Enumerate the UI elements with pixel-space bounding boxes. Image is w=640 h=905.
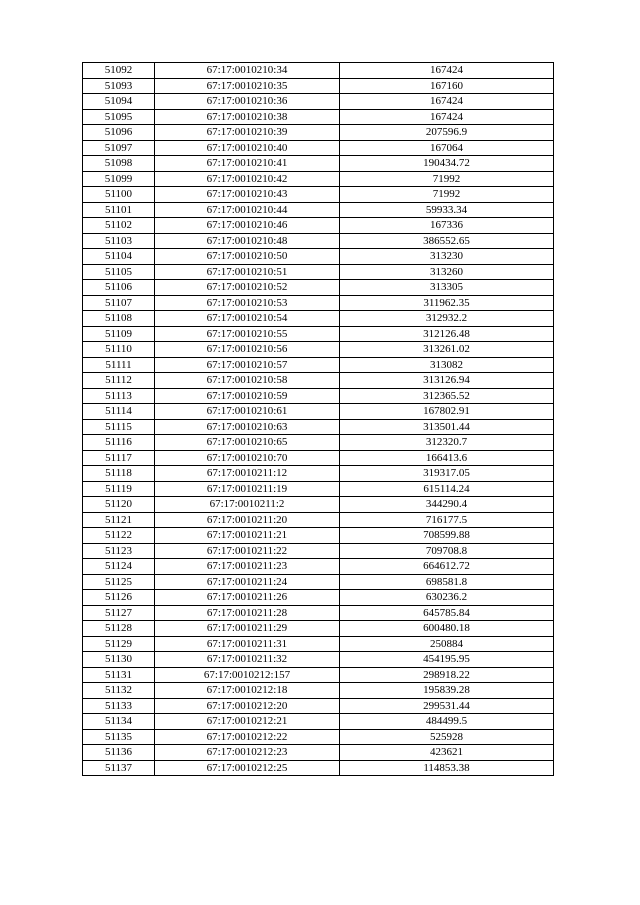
row-number-cell: 51098: [83, 156, 155, 172]
table-row: [83, 528, 554, 544]
table-row: [83, 109, 554, 125]
value-cell: 600480.18: [340, 621, 554, 637]
value-cell: 114853.38: [340, 760, 554, 776]
row-number-cell: 51137: [83, 760, 155, 776]
table-row: [83, 574, 554, 590]
value-cell: 716177.5: [340, 512, 554, 528]
value-cell: 645785.84: [340, 605, 554, 621]
cadastral-number-cell: 67:17:0010210:48: [155, 233, 340, 249]
table-row: [83, 357, 554, 373]
value-cell: 313126.94: [340, 373, 554, 389]
table-row: [83, 78, 554, 94]
value-cell: 166413.6: [340, 450, 554, 466]
table-row: [83, 140, 554, 156]
row-number-cell: 51107: [83, 295, 155, 311]
table-row: [83, 404, 554, 420]
cadastral-number-cell: 67:17:0010212:25: [155, 760, 340, 776]
table-row: [83, 745, 554, 761]
value-cell: 709708.8: [340, 543, 554, 559]
records-table: [82, 62, 554, 776]
cadastral-number-cell: 67:17:0010210:38: [155, 109, 340, 125]
row-number-cell: 51108: [83, 311, 155, 327]
value-cell: 615114.24: [340, 481, 554, 497]
row-number-cell: 51133: [83, 698, 155, 714]
cadastral-number-cell: 67:17:0010211:21: [155, 528, 340, 544]
value-cell: 298918.22: [340, 667, 554, 683]
cadastral-number-cell: 67:17:0010210:57: [155, 357, 340, 373]
cadastral-number-cell: 67:17:0010210:46: [155, 218, 340, 234]
row-number-cell: 51128: [83, 621, 155, 637]
value-cell: 313261.02: [340, 342, 554, 358]
row-number-cell: 51110: [83, 342, 155, 358]
cadastral-number-cell: 67:17:0010210:40: [155, 140, 340, 156]
value-cell: 167336: [340, 218, 554, 234]
cadastral-number-cell: 67:17:0010211:24: [155, 574, 340, 590]
cadastral-number-cell: 67:17:0010212:18: [155, 683, 340, 699]
value-cell: 386552.65: [340, 233, 554, 249]
row-number-cell: 51113: [83, 388, 155, 404]
row-number-cell: 51112: [83, 373, 155, 389]
table-row: [83, 497, 554, 513]
cadastral-number-cell: 67:17:0010210:59: [155, 388, 340, 404]
cadastral-number-cell: 67:17:0010210:42: [155, 171, 340, 187]
value-cell: 319317.05: [340, 466, 554, 482]
table-row: [83, 419, 554, 435]
value-cell: 423621: [340, 745, 554, 761]
row-number-cell: 51100: [83, 187, 155, 203]
cadastral-number-cell: 67:17:0010210:56: [155, 342, 340, 358]
row-number-cell: 51123: [83, 543, 155, 559]
table-row: [83, 729, 554, 745]
table-row: [83, 171, 554, 187]
row-number-cell: 51116: [83, 435, 155, 451]
table-row: [83, 342, 554, 358]
row-number-cell: 51096: [83, 125, 155, 141]
cadastral-number-cell: 67:17:0010210:58: [155, 373, 340, 389]
table-row: [83, 249, 554, 265]
cadastral-number-cell: 67:17:0010210:63: [155, 419, 340, 435]
table-row: [83, 559, 554, 575]
row-number-cell: 51104: [83, 249, 155, 265]
table-row: [83, 187, 554, 203]
row-number-cell: 51130: [83, 652, 155, 668]
cadastral-number-cell: 67:17:0010210:65: [155, 435, 340, 451]
table-row: [83, 264, 554, 280]
row-number-cell: 51127: [83, 605, 155, 621]
table-row: [83, 156, 554, 172]
table-row: [83, 714, 554, 730]
cadastral-number-cell: 67:17:0010210:41: [155, 156, 340, 172]
row-number-cell: 51097: [83, 140, 155, 156]
cadastral-number-cell: 67:17:0010211:28: [155, 605, 340, 621]
value-cell: 313082: [340, 357, 554, 373]
cadastral-number-cell: 67:17:0010211:32: [155, 652, 340, 668]
value-cell: 454195.95: [340, 652, 554, 668]
row-number-cell: 51102: [83, 218, 155, 234]
cadastral-number-cell: 67:17:0010210:44: [155, 202, 340, 218]
row-number-cell: 51119: [83, 481, 155, 497]
table-row: [83, 667, 554, 683]
row-number-cell: 51106: [83, 280, 155, 296]
table-row: [83, 233, 554, 249]
cadastral-number-cell: 67:17:0010210:55: [155, 326, 340, 342]
row-number-cell: 51115: [83, 419, 155, 435]
cadastral-number-cell: 67:17:0010210:50: [155, 249, 340, 265]
table-row: [83, 760, 554, 776]
row-number-cell: 51136: [83, 745, 155, 761]
row-number-cell: 51118: [83, 466, 155, 482]
value-cell: 311962.35: [340, 295, 554, 311]
table-row: [83, 636, 554, 652]
table-row: [83, 621, 554, 637]
cadastral-number-cell: 67:17:0010211:29: [155, 621, 340, 637]
row-number-cell: 51094: [83, 94, 155, 110]
value-cell: 195839.28: [340, 683, 554, 699]
cadastral-number-cell: 67:17:0010210:43: [155, 187, 340, 203]
row-number-cell: 51124: [83, 559, 155, 575]
cadastral-number-cell: 67:17:0010211:31: [155, 636, 340, 652]
table-row: [83, 512, 554, 528]
table-row: [83, 435, 554, 451]
cadastral-number-cell: 67:17:0010211:20: [155, 512, 340, 528]
table-row: [83, 605, 554, 621]
value-cell: 167424: [340, 109, 554, 125]
table-row: [83, 63, 554, 79]
table-row: [83, 590, 554, 606]
row-number-cell: 51095: [83, 109, 155, 125]
cadastral-number-cell: 67:17:0010210:36: [155, 94, 340, 110]
table-row: [83, 466, 554, 482]
value-cell: 313230: [340, 249, 554, 265]
cadastral-number-cell: 67:17:0010211:23: [155, 559, 340, 575]
cadastral-number-cell: 67:17:0010210:39: [155, 125, 340, 141]
cadastral-number-cell: 67:17:0010210:54: [155, 311, 340, 327]
cadastral-number-cell: 67:17:0010212:23: [155, 745, 340, 761]
value-cell: 167160: [340, 78, 554, 94]
value-cell: 250884: [340, 636, 554, 652]
value-cell: 71992: [340, 171, 554, 187]
value-cell: 313501.44: [340, 419, 554, 435]
cadastral-number-cell: 67:17:0010211:26: [155, 590, 340, 606]
table-row: [83, 683, 554, 699]
table-row: [83, 388, 554, 404]
cadastral-number-cell: 67:17:0010210:70: [155, 450, 340, 466]
cadastral-number-cell: 67:17:0010211:12: [155, 466, 340, 482]
table-row: [83, 280, 554, 296]
cadastral-number-cell: 67:17:0010210:34: [155, 63, 340, 79]
table-row: [83, 94, 554, 110]
row-number-cell: 51126: [83, 590, 155, 606]
row-number-cell: 51111: [83, 357, 155, 373]
value-cell: 167064: [340, 140, 554, 156]
value-cell: 312932.2: [340, 311, 554, 327]
cadastral-number-cell: 67:17:0010211:19: [155, 481, 340, 497]
row-number-cell: 51105: [83, 264, 155, 280]
row-number-cell: 51109: [83, 326, 155, 342]
row-number-cell: 51092: [83, 63, 155, 79]
row-number-cell: 51122: [83, 528, 155, 544]
cadastral-number-cell: 67:17:0010212:157: [155, 667, 340, 683]
value-cell: 630236.2: [340, 590, 554, 606]
value-cell: 312126.48: [340, 326, 554, 342]
value-cell: 299531.44: [340, 698, 554, 714]
table-row: [83, 373, 554, 389]
value-cell: 664612.72: [340, 559, 554, 575]
table-row: [83, 218, 554, 234]
cadastral-number-cell: 67:17:0010211:2: [155, 497, 340, 513]
value-cell: 71992: [340, 187, 554, 203]
value-cell: 312365.52: [340, 388, 554, 404]
table-row: [83, 295, 554, 311]
row-number-cell: 51125: [83, 574, 155, 590]
row-number-cell: 51132: [83, 683, 155, 699]
value-cell: 313260: [340, 264, 554, 280]
value-cell: 708599.88: [340, 528, 554, 544]
value-cell: 59933.34: [340, 202, 554, 218]
cadastral-number-cell: 67:17:0010212:20: [155, 698, 340, 714]
value-cell: 344290.4: [340, 497, 554, 513]
row-number-cell: 51129: [83, 636, 155, 652]
cadastral-number-cell: 67:17:0010210:35: [155, 78, 340, 94]
table-row: [83, 543, 554, 559]
table-row: [83, 698, 554, 714]
value-cell: 525928: [340, 729, 554, 745]
cadastral-number-cell: 67:17:0010210:52: [155, 280, 340, 296]
row-number-cell: 51117: [83, 450, 155, 466]
row-number-cell: 51135: [83, 729, 155, 745]
table-row: [83, 450, 554, 466]
row-number-cell: 51120: [83, 497, 155, 513]
table-row: [83, 125, 554, 141]
cadastral-number-cell: 67:17:0010212:22: [155, 729, 340, 745]
row-number-cell: 51101: [83, 202, 155, 218]
value-cell: 484499.5: [340, 714, 554, 730]
table-row: [83, 326, 554, 342]
value-cell: 207596.9: [340, 125, 554, 141]
value-cell: 190434.72: [340, 156, 554, 172]
table-row: [83, 202, 554, 218]
row-number-cell: 51103: [83, 233, 155, 249]
row-number-cell: 51131: [83, 667, 155, 683]
value-cell: 313305: [340, 280, 554, 296]
row-number-cell: 51121: [83, 512, 155, 528]
cadastral-number-cell: 67:17:0010211:22: [155, 543, 340, 559]
table-row: [83, 481, 554, 497]
value-cell: 167802.91: [340, 404, 554, 420]
value-cell: 698581.8: [340, 574, 554, 590]
table-row: [83, 311, 554, 327]
row-number-cell: 51093: [83, 78, 155, 94]
cadastral-number-cell: 67:17:0010210:53: [155, 295, 340, 311]
cadastral-number-cell: 67:17:0010212:21: [155, 714, 340, 730]
value-cell: 167424: [340, 94, 554, 110]
value-cell: 312320.7: [340, 435, 554, 451]
table-row: [83, 652, 554, 668]
value-cell: 167424: [340, 63, 554, 79]
cadastral-number-cell: 67:17:0010210:51: [155, 264, 340, 280]
records-table-body: [83, 63, 554, 776]
row-number-cell: 51099: [83, 171, 155, 187]
row-number-cell: 51114: [83, 404, 155, 420]
cadastral-number-cell: 67:17:0010210:61: [155, 404, 340, 420]
row-number-cell: 51134: [83, 714, 155, 730]
